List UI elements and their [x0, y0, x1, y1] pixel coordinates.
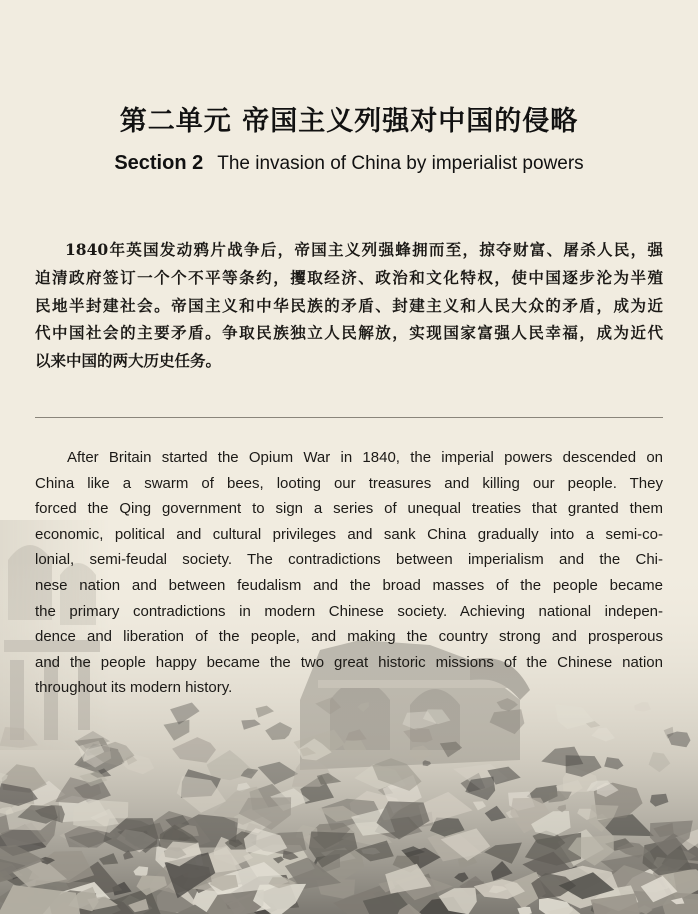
- chinese-line: 1840年英国发动鸦片战争后，帝国主义列强蜂拥而至，掠夺财富、屠杀人民，强: [65, 240, 663, 259]
- english-line: economic, political and cultural privileges and sank China gradually into a semi-co-: [35, 525, 663, 543]
- english-line: China like a swarm of bees, looting our treasures and killing our people. They: [35, 474, 663, 492]
- divider: [35, 417, 663, 418]
- english-line: nese nation and between feudalism and the broad masses of the people became: [35, 576, 663, 594]
- english-line: lonial, semi-feudal society. The contradictions between imperialism and the Chi-: [35, 551, 663, 569]
- section-title: The invasion of China by imperialist powers: [217, 153, 584, 174]
- english-line: throughout its modern history.: [35, 679, 233, 697]
- english-line: and the people happy became the two great historic missions of the Chinese nation: [35, 653, 663, 671]
- chinese-line: 代中国社会的主要矛盾。争取民族独立人民解放，实现国家富强人民幸福，成为近代: [35, 323, 663, 343]
- english-paragraph: [35, 445, 663, 701]
- chinese-line: 迫清政府签订一个个不平等条约，攫取经济、政治和文化特权，使中国逐步沦为半殖: [35, 267, 663, 287]
- section-label: Section 2: [114, 152, 204, 174]
- english-line: the primary contradictions in modern Chinese society. Achieving national indepen-: [35, 602, 663, 620]
- english-line: After Britain started the Opium War in 1840, the imperial powers descended on: [67, 449, 663, 466]
- chinese-paragraph: [35, 236, 663, 375]
- section-heading: [0, 150, 698, 177]
- chinese-line: 以来中国的两大历史任务。: [35, 351, 222, 371]
- unit-title-chinese: 第二单元 帝国主义列强对中国的侵略: [119, 106, 579, 137]
- english-line: forced the Qing government to sign a series of unequal treaties that granted them: [35, 500, 663, 518]
- chinese-line: 民地半封建社会。帝国主义和中华民族的矛盾、封建主义和人民大众的矛盾，成为近: [35, 295, 663, 315]
- english-line: dence and liberation of the people, and making the country strong and prosperous: [35, 628, 663, 646]
